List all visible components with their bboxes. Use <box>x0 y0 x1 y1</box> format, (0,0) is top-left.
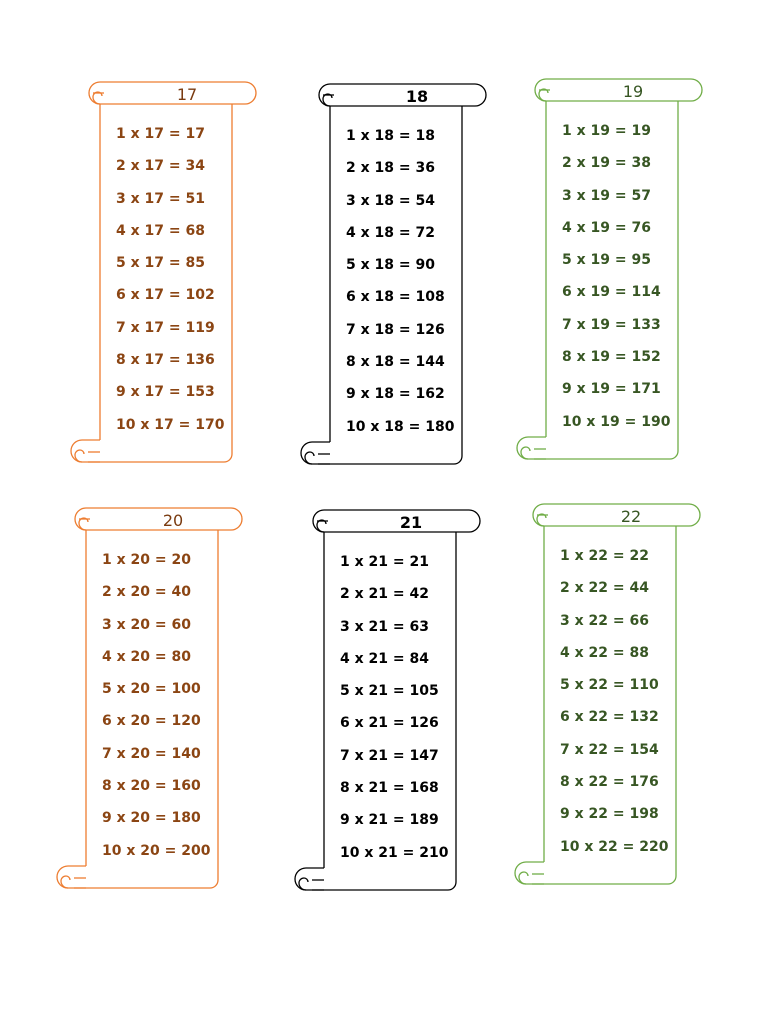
table-title: 21 <box>399 513 423 532</box>
table-title: 19 <box>622 82 644 101</box>
table-row: 9 x 18 = 162 <box>346 386 445 403</box>
table-row: 10 x 19 = 190 <box>562 413 671 430</box>
table-row: 6 x 18 = 108 <box>346 289 445 306</box>
table-rows <box>102 550 210 873</box>
table-row: 4 x 18 = 72 <box>346 224 435 241</box>
table-row: 3 x 22 = 66 <box>560 612 649 629</box>
table-row: 3 x 19 = 57 <box>562 187 651 204</box>
table-rows <box>346 126 454 449</box>
table-row: 9 x 20 = 180 <box>102 810 201 827</box>
table-row: 6 x 19 = 114 <box>562 284 661 301</box>
table-rows <box>340 552 448 875</box>
times-table-20 <box>46 506 246 906</box>
table-row: 2 x 22 = 44 <box>560 580 649 597</box>
table-row: 4 x 22 = 88 <box>560 644 649 661</box>
table-row: 1 x 20 = 20 <box>102 552 191 568</box>
table-row: 4 x 20 = 80 <box>102 648 191 665</box>
table-row: 7 x 19 = 133 <box>562 316 661 333</box>
table-row: 5 x 21 = 105 <box>340 683 439 700</box>
table-row: 3 x 20 = 60 <box>102 616 191 633</box>
table-row: 9 x 21 = 189 <box>340 812 439 829</box>
table-row: 8 x 21 = 168 <box>340 780 439 797</box>
table-title: 18 <box>405 87 429 106</box>
table-row: 10 x 18 = 180 <box>346 418 455 435</box>
table-row: 5 x 20 = 100 <box>102 681 201 698</box>
table-row: 5 x 19 = 95 <box>562 252 651 269</box>
table-row: 2 x 20 = 40 <box>102 584 191 601</box>
table-row: 4 x 17 = 68 <box>116 222 205 239</box>
table-row: 5 x 17 = 85 <box>116 255 205 272</box>
table-row: 7 x 18 = 126 <box>346 321 445 338</box>
table-rows <box>562 121 670 444</box>
table-row: 1 x 22 = 22 <box>560 548 649 564</box>
table-row: 7 x 20 = 140 <box>102 745 201 762</box>
table-row: 7 x 17 = 119 <box>116 319 215 336</box>
table-row: 3 x 21 = 63 <box>340 618 429 635</box>
times-table-17 <box>60 80 260 480</box>
table-row: 2 x 18 = 36 <box>346 160 435 177</box>
table-title: 17 <box>176 85 198 104</box>
table-row: 6 x 21 = 126 <box>340 715 439 732</box>
table-row: 1 x 18 = 18 <box>346 128 435 144</box>
table-row: 5 x 18 = 90 <box>346 257 435 274</box>
table-row: 7 x 22 = 154 <box>560 741 659 758</box>
table-row: 1 x 21 = 21 <box>340 554 429 570</box>
table-row: 10 x 17 = 170 <box>116 416 225 433</box>
table-row: 2 x 19 = 38 <box>562 155 651 172</box>
table-row: 3 x 17 = 51 <box>116 190 205 207</box>
times-table-22 <box>504 502 704 902</box>
table-row: 6 x 17 = 102 <box>116 287 215 304</box>
table-row: 5 x 22 = 110 <box>560 677 659 694</box>
table-row: 4 x 19 = 76 <box>562 219 651 236</box>
table-row: 2 x 17 = 34 <box>116 158 205 175</box>
table-row: 6 x 20 = 120 <box>102 713 201 730</box>
table-row: 8 x 18 = 144 <box>346 354 445 371</box>
table-row: 6 x 22 = 132 <box>560 709 659 726</box>
table-rows <box>560 546 668 869</box>
table-row: 10 x 22 = 220 <box>560 838 669 855</box>
table-row: 1 x 17 = 17 <box>116 126 205 142</box>
table-row: 4 x 21 = 84 <box>340 650 429 667</box>
table-row: 9 x 17 = 153 <box>116 384 215 401</box>
table-row: 8 x 22 = 176 <box>560 774 659 791</box>
table-row: 10 x 21 = 210 <box>340 844 449 861</box>
table-row: 10 x 20 = 200 <box>102 842 211 859</box>
table-title: 22 <box>620 507 642 526</box>
table-row: 2 x 21 = 42 <box>340 586 429 603</box>
times-table-21 <box>284 508 484 908</box>
times-table-18 <box>290 82 490 482</box>
table-rows <box>116 124 224 447</box>
table-row: 3 x 18 = 54 <box>346 192 435 209</box>
table-row: 9 x 19 = 171 <box>562 381 661 398</box>
table-title: 20 <box>162 511 184 530</box>
table-row: 1 x 19 = 19 <box>562 123 651 139</box>
table-row: 8 x 20 = 160 <box>102 778 201 795</box>
table-row: 8 x 19 = 152 <box>562 349 661 366</box>
table-row: 8 x 17 = 136 <box>116 352 215 369</box>
table-row: 7 x 21 = 147 <box>340 747 439 764</box>
times-table-19 <box>506 77 706 477</box>
table-row: 9 x 22 = 198 <box>560 806 659 823</box>
